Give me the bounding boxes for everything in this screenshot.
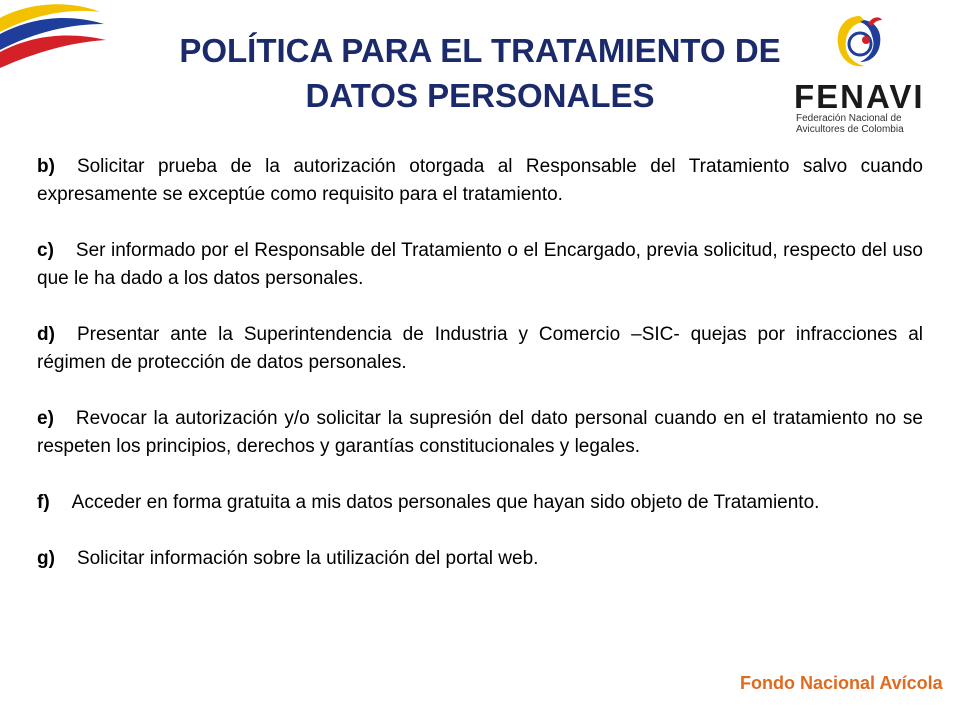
item-letter: e) [37,408,54,429]
page-title [110,28,850,118]
item-text: Solicitar información sobre la utilización del portal web. [76,548,539,569]
item-text: Acceder en forma gratuita a mis datos personales que hayan sido objeto de Tratamiento. [71,492,820,513]
list-item [37,321,923,377]
list-item [37,153,923,209]
item-text: Revocar la autorización y/o solicitar la supresión del dato personal cuando en el tratamiento no se respeten los principios, derechos y garantías constitucionales y legales. [37,408,923,457]
item-letter: b) [37,156,55,177]
list-item [37,405,923,461]
item-letter: g) [37,548,55,569]
logo-subtitle-line-1: Federación Nacional de [796,113,902,124]
item-text: Ser informado por el Responsable del Tratamiento o el Encargado, previa solicitud, respecto del uso que le ha dado a los datos personales. [37,240,923,289]
item-letter: c) [37,240,54,261]
item-text: Presentar ante la Superintendencia de Industria y Comercio –SIC- quejas por infracciones al régimen de protección de datos personales. [37,324,923,373]
item-letter: d) [37,324,55,345]
logo-brand-text: FENAVI [794,78,925,115]
footer-brand-text: Fondo Nacional Avícola [740,673,943,693]
title-line-1: POLÍTICA PARA EL TRATAMIENTO DE [179,32,781,69]
list-item [37,237,923,293]
rooster-emblem-icon [830,10,890,80]
item-letter: f) [37,492,50,513]
logo-subtitle-line-2: Avicultores de Colombia [796,124,904,135]
list-item [37,545,923,573]
logo-subtitle [796,113,904,135]
rights-list [37,153,923,601]
item-text: Solicitar prueba de la autorización otorgada al Responsable del Tratamiento salvo cuando expresamente se exceptúe como requisito para el tratamiento. [37,156,923,205]
list-item [37,489,923,517]
title-line-2: DATOS PERSONALES [305,77,655,114]
corner-swoosh-decoration [0,0,110,75]
fenavi-logo [790,10,940,138]
